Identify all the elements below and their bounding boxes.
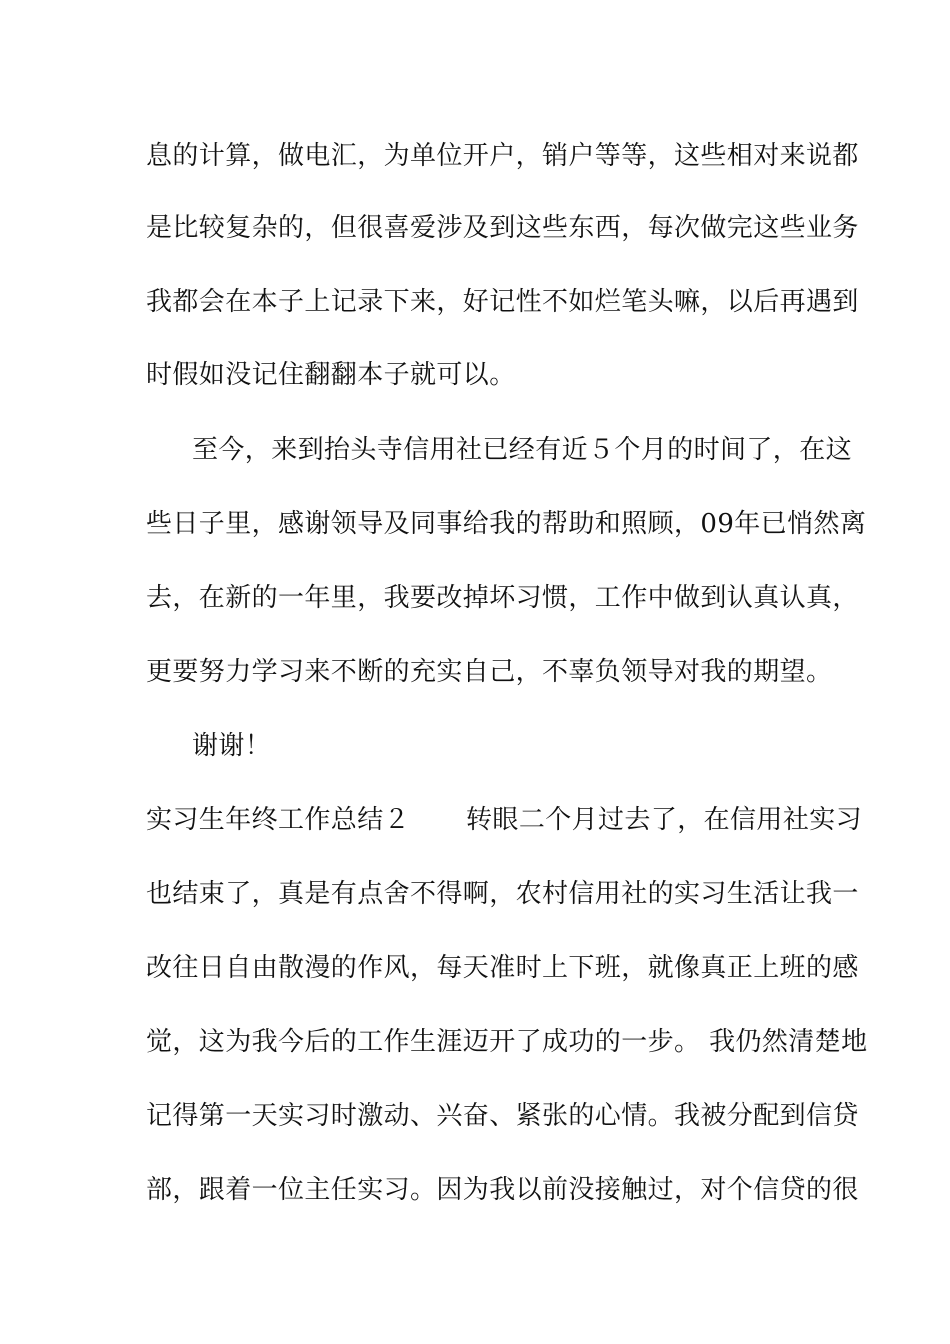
section-2-first-line [146,800,863,840]
paragraph-3-text: 谢谢！ [192,731,272,761]
paragraph-2-line-1: 至今，来到抬头寺信用社已经有近５个月的时间了，在这 [192,435,853,465]
paragraph-1-line-1: 息的计算，做电汇，为单位开户，销户等等，这些相对来说都 [146,141,859,171]
section-2-first-line-text: 转眼二个月过去了，在信用社实习 [466,805,863,835]
paragraph-1-line-3: 我都会在本子上记录下来，好记性不如烂笔头嘛，以后再遇到 [146,287,859,317]
section-2-line-5: 记得第一天实习时激动、兴奋、紧张的心情。我被分配到信贷 [146,1101,859,1131]
paragraph-1-line-2: 是比较复杂的，但很喜爱涉及到这些东西，每次做完这些业务 [146,213,859,243]
paragraph-2-line-3: 去，在新的一年里，我要改掉坏习惯，工作中做到认真认真， [146,583,859,613]
section-2-title: 实习生年终工作总结２ [146,805,411,835]
section-2-line-3: 改往日自由散漫的作风，每天准时上下班，就像真正上班的感 [146,953,859,983]
section-2-line-2: 也结束了，真是有点舍不得啊，农村信用社的实习生活让我一 [146,879,859,909]
section-2-line-6: 部，跟着一位主任实习。因为我以前没接触过，对个信贷的很 [146,1175,859,1205]
paragraph-1-line-4: 时假如没记住翻翻本子就可以。 [146,360,516,390]
section-2-line-4: 觉，这为我今后的工作生涯迈开了成功的一步。 我仍然清楚地 [146,1027,868,1057]
paragraph-2-line-2: 些日子里，感谢领导及同事给我的帮助和照顾，09年已悄然离 [146,509,867,539]
paragraph-2-line-4: 更要努力学习来不断的充实自己，不辜负领导对我的期望。 [146,657,833,687]
